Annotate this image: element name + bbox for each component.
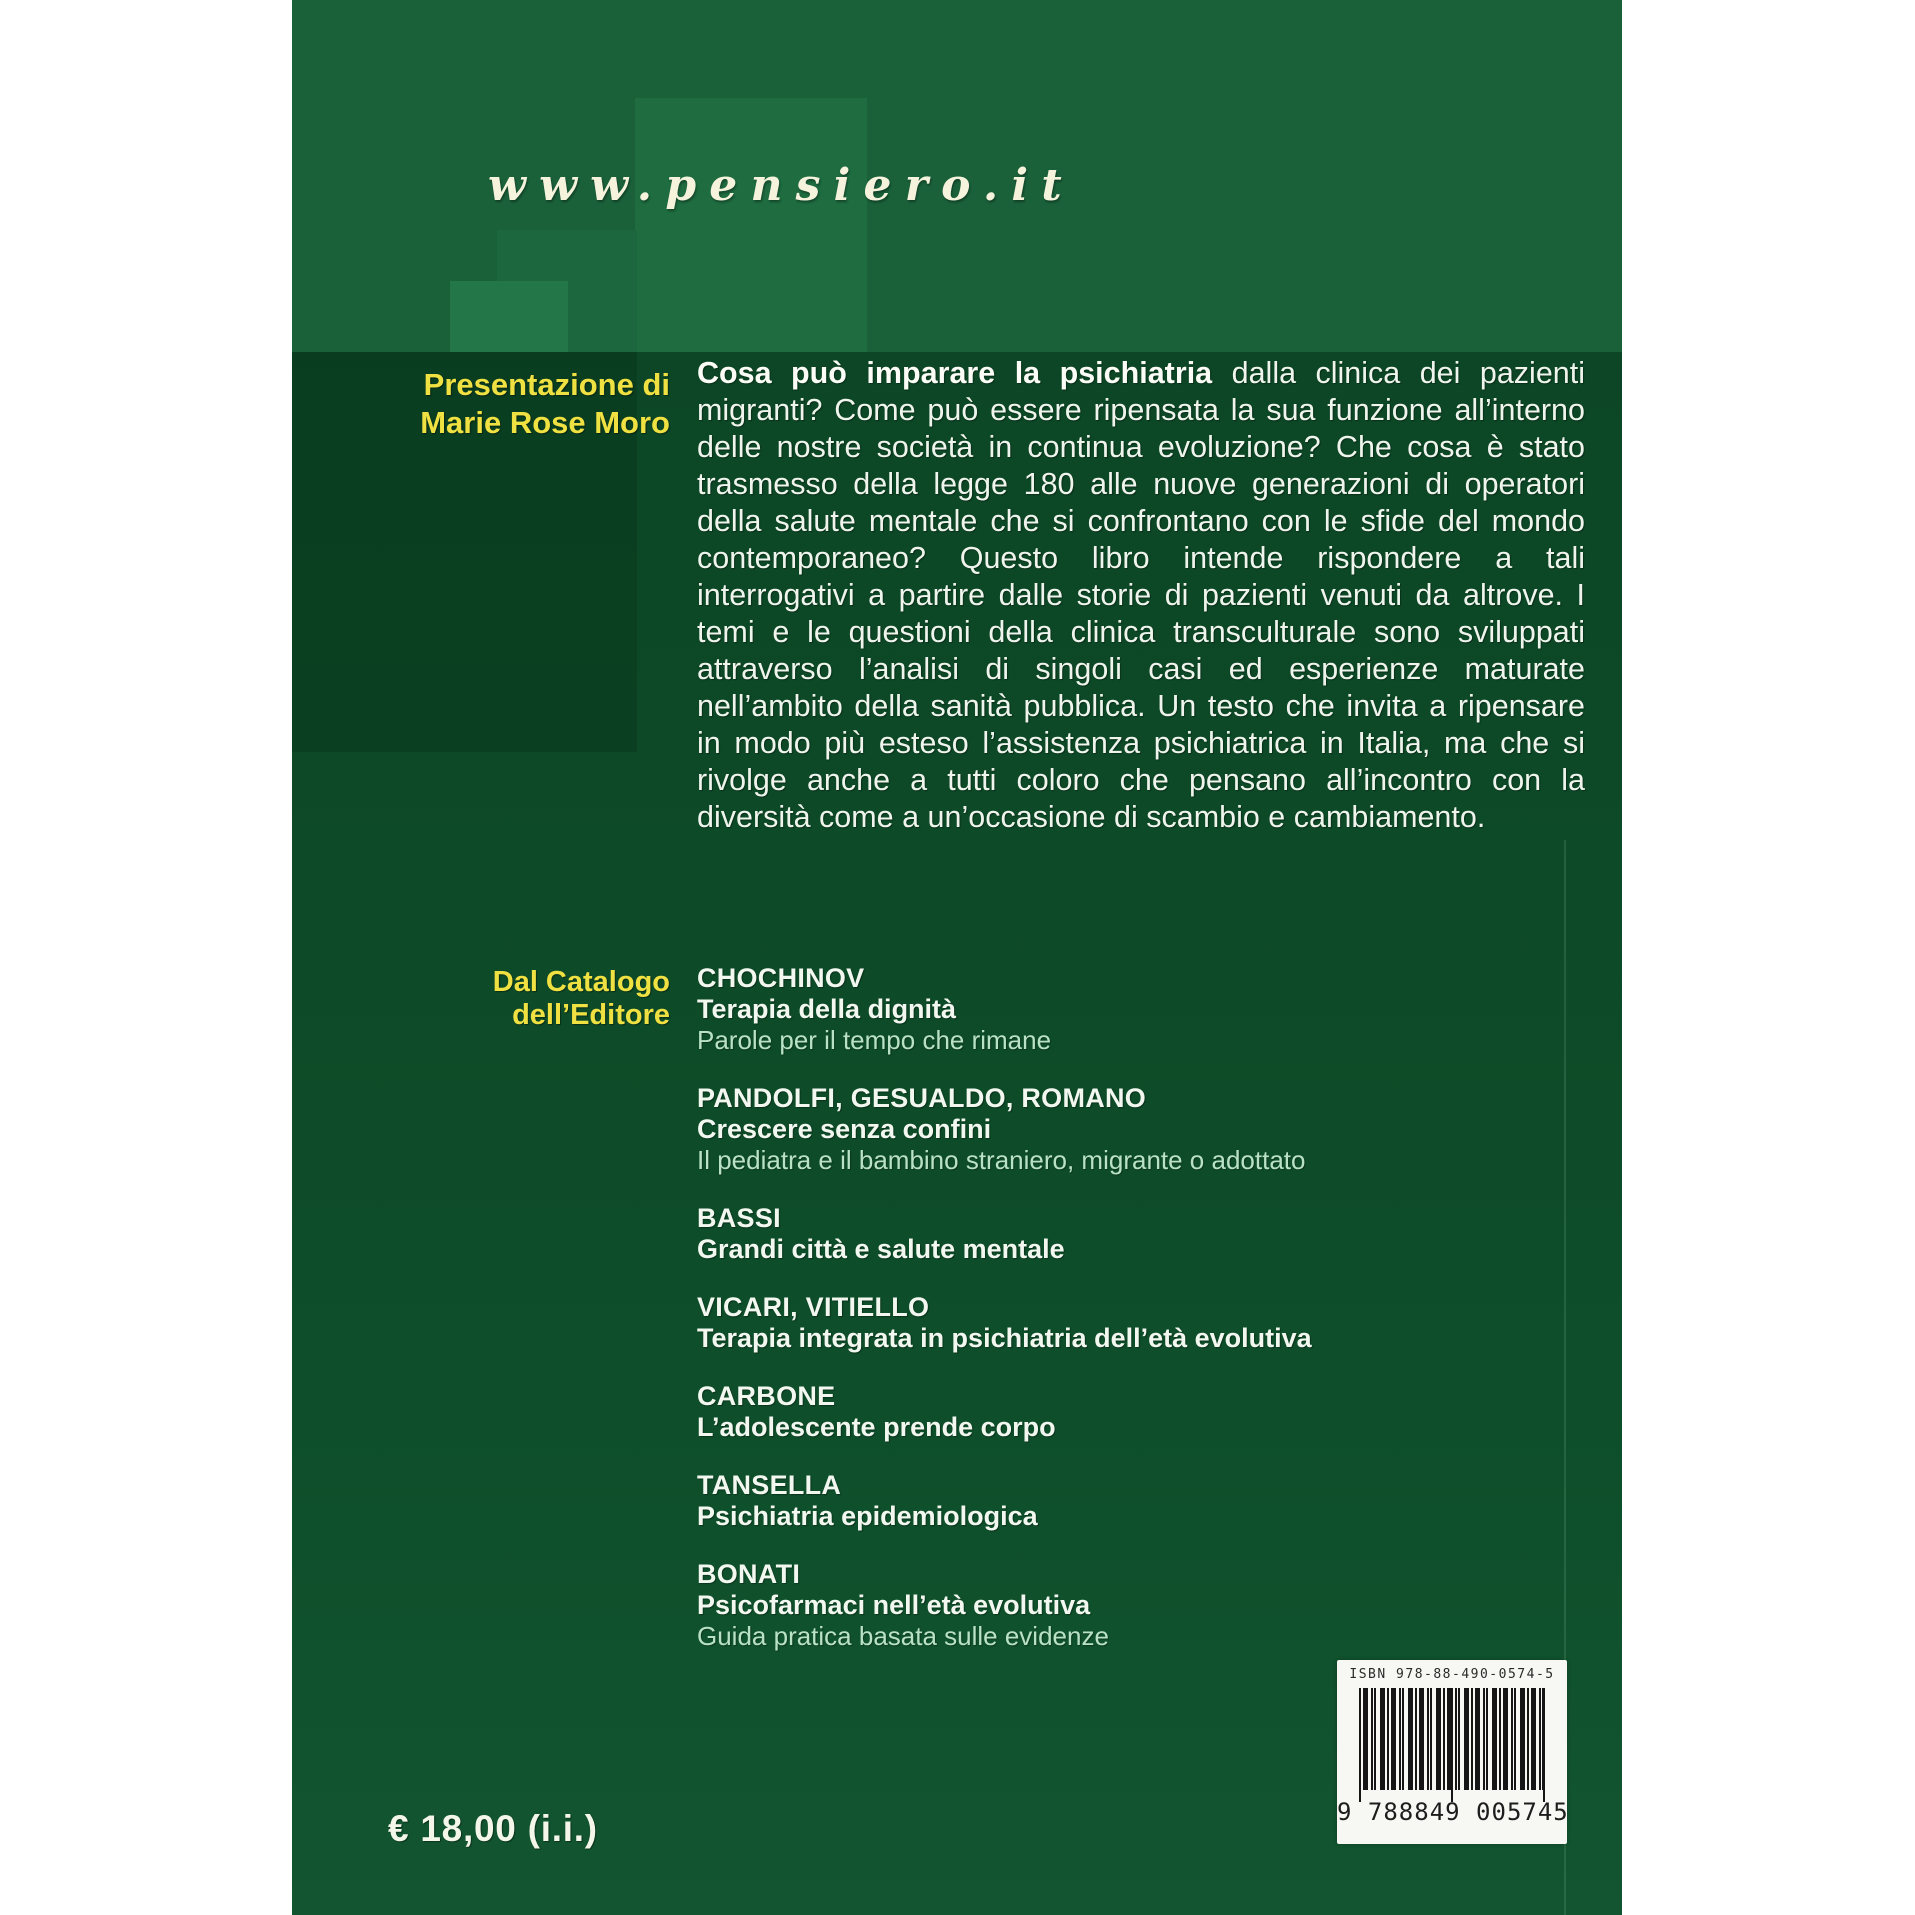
- blurb-bold-lead: Cosa può imparare la psichiatria: [697, 356, 1213, 390]
- catalog-entry: [697, 1381, 1607, 1443]
- catalog-entry-title: L’adolescente prende corpo: [697, 1412, 1056, 1442]
- catalog-entry-title: Grandi città e salute mentale: [697, 1234, 1065, 1264]
- barcode-number: 9 788849 005745: [1337, 1798, 1569, 1826]
- catalog-entry-authors: CHOCHINOV: [697, 963, 865, 993]
- catalog-entry-subtitle: Guida pratica basata sulle evidenze: [697, 1621, 1109, 1651]
- catalog-entry-authors: TANSELLA: [697, 1470, 842, 1500]
- barcode-guard-bar: [1359, 1688, 1361, 1802]
- presentation-credit: [292, 366, 670, 442]
- catalog-entry-authors: BONATI: [697, 1559, 801, 1589]
- catalog-entry: [697, 963, 1607, 1056]
- barcode-guard-bar: [1451, 1688, 1453, 1802]
- decorative-light-block: [635, 98, 867, 352]
- catalog-entry: [697, 1203, 1607, 1265]
- barcode-guard-bar: [1543, 1688, 1545, 1802]
- catalog-entry: [697, 1292, 1607, 1354]
- catalog-entry-title: Terapia della dignità: [697, 994, 957, 1024]
- catalog-entry-authors: BASSI: [697, 1203, 781, 1233]
- catalog-entry: [697, 1083, 1607, 1176]
- catalog-entry-title: Terapia integrata in psichiatria dell’età evolutiva: [697, 1323, 1312, 1353]
- catalog-entry-subtitle: Il pediatra e il bambino straniero, migrante o adottato: [697, 1145, 1306, 1175]
- back-cover-blurb: [697, 355, 1585, 836]
- publisher-website: www.pensiero.it: [488, 160, 1075, 211]
- catalog-entry-authors: CARBONE: [697, 1381, 836, 1411]
- catalog-entry: [697, 1470, 1607, 1532]
- catalog-entry: [697, 1559, 1607, 1652]
- catalog-list: [697, 963, 1607, 1679]
- isbn-barcode: [1337, 1660, 1567, 1844]
- catalog-entry-subtitle: Parole per il tempo che rimane: [697, 1025, 1052, 1055]
- catalog-heading: [292, 966, 670, 1032]
- catalog-entry-title: Psichiatria epidemiologica: [697, 1501, 1038, 1531]
- blurb-body: dalla clinica dei pazienti migranti? Come può essere ripensata la sua funzione all’interno delle nostre società in continua evoluzione? Che cosa è stato trasmesso della legge 180 alle nuove generazioni di operatori della salute mentale che si confrontano con le sfide del mondo contemporaneo? Questo libro intende rispondere a tali interrogativi a partire dalle storie di pazienti venuti da altrove. I temi e le questioni della clinica transculturale sono sviluppati attraverso l’analisi di singoli casi ed esperienze maturate nell’ambito della sanità pubblica. Un testo che invita a ripensare in modo più esteso l’assistenza psichiatrica in Italia, ma che si rivolge anche a tutti coloro che pensano all’incontro con la diversità come a un’occasione di scambio e cambiamento.: [697, 356, 1586, 834]
- catalog-entry-title: Crescere senza confini: [697, 1114, 992, 1144]
- isbn-label: ISBN 978-88-490-0574-5: [1349, 1667, 1555, 1682]
- catalog-heading-line1: Dal Catalogo: [492, 966, 670, 998]
- catalog-entry-title: Psicofarmaci nell’età evolutiva: [697, 1590, 1091, 1620]
- book-cover: [292, 0, 1622, 1915]
- presentation-line2: Marie Rose Moro: [420, 405, 670, 440]
- catalog-heading-line2: dell’Editore: [512, 999, 670, 1031]
- catalog-entry-authors: PANDOLFI, GESUALDO, ROMANO: [697, 1083, 1147, 1113]
- price-label: € 18,00 (i.i.): [388, 1808, 598, 1849]
- decorative-light-block: [450, 281, 568, 352]
- presentation-line1: Presentazione di: [423, 367, 670, 402]
- catalog-entry-authors: VICARI, VITIELLO: [697, 1292, 930, 1322]
